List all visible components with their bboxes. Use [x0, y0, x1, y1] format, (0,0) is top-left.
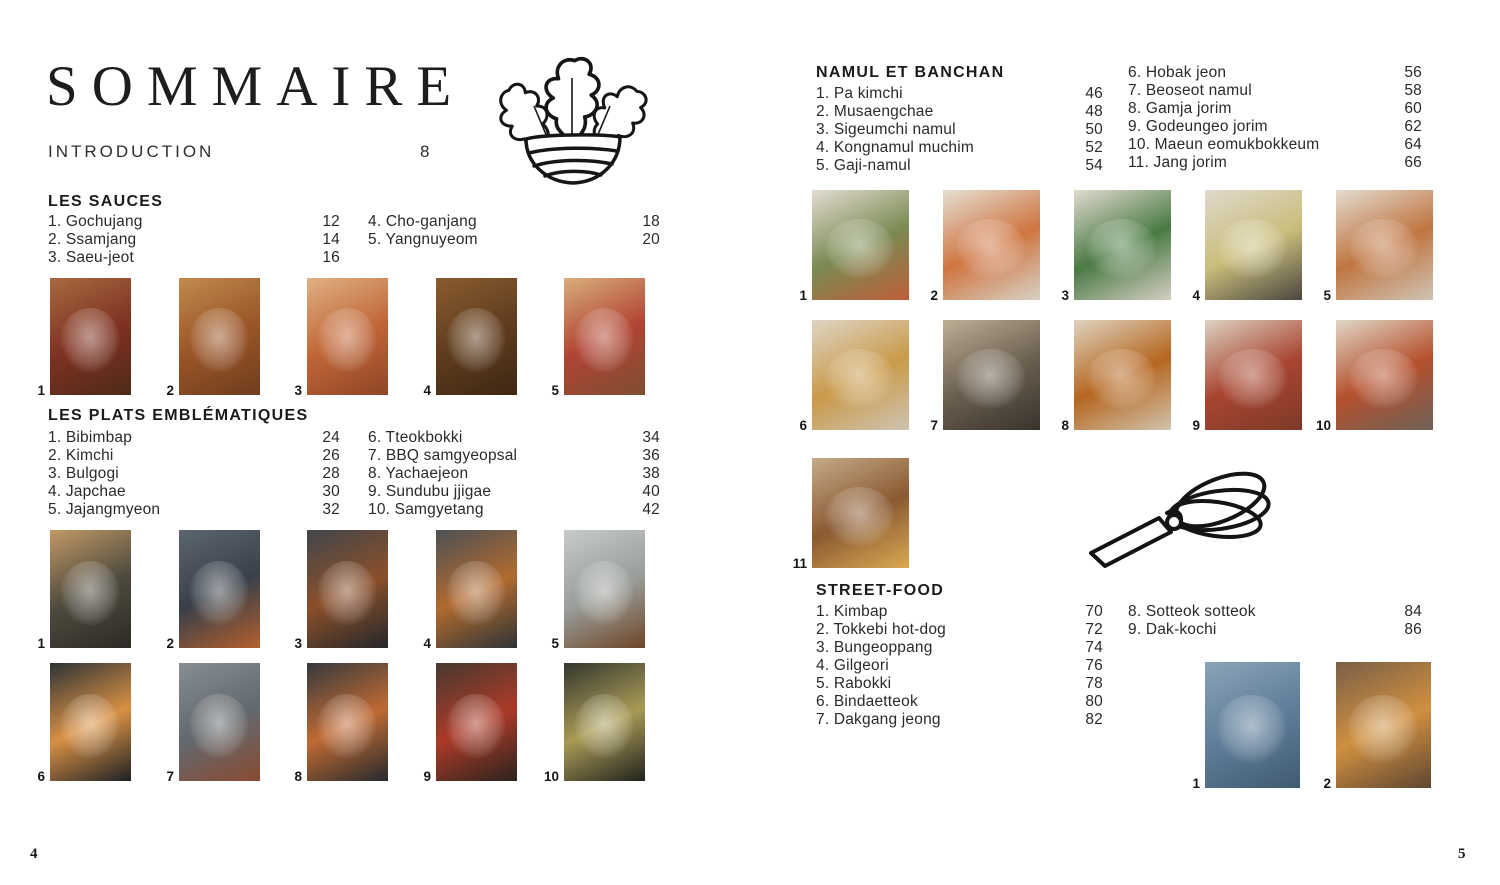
- right-page-number: 5: [1458, 846, 1466, 862]
- photo-jajangmyeon-image: [564, 530, 645, 648]
- page-title: SOMMAIRE: [46, 55, 466, 118]
- photo-number: 8: [1061, 418, 1069, 433]
- toc-item-page: 34: [642, 429, 660, 446]
- photo-tteokbokki: [37, 663, 131, 784]
- namul-column-2: [1128, 64, 1422, 172]
- photo-number: 7: [930, 418, 938, 433]
- toc-item-label: 2. Tokkebi hot-dog: [816, 621, 946, 638]
- toc-item-page: 26: [322, 447, 340, 464]
- toc-item-page: 70: [1085, 603, 1103, 620]
- toc-item-page: 40: [642, 483, 660, 500]
- toc-item-label: 5. Gaji-namul: [816, 157, 911, 174]
- toc-item-page: 66: [1404, 154, 1422, 171]
- toc-item-label: 2. Ssamjang: [48, 231, 137, 248]
- photo-tteokbokki-image: [50, 663, 131, 781]
- photo-sigeumchi-namul-image: [1074, 190, 1171, 300]
- photo-japchae: [423, 530, 517, 651]
- toc-item-label: 10. Maeun eomukbokkeum: [1128, 136, 1320, 153]
- toc-item: [1128, 603, 1422, 621]
- toc-item-page: 20: [642, 231, 660, 248]
- toc-item: [1128, 100, 1422, 118]
- toc-item: [48, 447, 340, 465]
- toc-item-label: 8. Yachaejeon: [368, 465, 469, 482]
- toc-item-page: 48: [1085, 103, 1103, 120]
- photo-pa-kimchi-image: [812, 190, 909, 300]
- toc-item-label: 6. Bindaetteok: [816, 693, 918, 710]
- sauces-column-1: [48, 213, 340, 267]
- toc-item-page: 54: [1085, 157, 1103, 174]
- photo-musaengchae-image: [943, 190, 1040, 300]
- toc-item-label: 5. Rabokki: [816, 675, 892, 692]
- photo-beoseot-namul-image: [943, 320, 1040, 430]
- toc-item: [1128, 82, 1422, 100]
- toc-item-page: 52: [1085, 139, 1103, 156]
- photo-sundubu-jjigae-image: [436, 663, 517, 781]
- photo-number: 1: [1192, 776, 1200, 791]
- photo-number: 10: [543, 769, 559, 784]
- photo-number: 8: [294, 769, 302, 784]
- namul-column-1: [816, 85, 1103, 175]
- left-page-number: 4: [30, 846, 38, 862]
- toc-item-page: 46: [1085, 85, 1103, 102]
- photo-jang-jorim: [792, 458, 909, 571]
- photo-musaengchae: [930, 190, 1040, 303]
- toc-item-page: 58: [1404, 82, 1422, 99]
- photo-sigeumchi-namul: [1061, 190, 1171, 303]
- toc-item-page: 78: [1085, 675, 1103, 692]
- toc-item: [48, 465, 340, 483]
- toc-item: [816, 139, 1103, 157]
- photo-number: 5: [551, 383, 559, 398]
- photo-gamja-jorim: [1061, 320, 1171, 433]
- toc-item: [368, 483, 660, 501]
- photo-number: 6: [37, 769, 45, 784]
- toc-item-label: 4. Gilgeori: [816, 657, 889, 674]
- photo-number: 2: [166, 383, 174, 398]
- toc-item: [48, 501, 340, 519]
- plats-column-1: [48, 429, 340, 519]
- toc-item-page: 60: [1404, 100, 1422, 117]
- section-heading-namul: NAMUL ET BANCHAN: [816, 64, 1005, 81]
- toc-item-page: 50: [1085, 121, 1103, 138]
- photo-saeu-jeot-image: [307, 278, 388, 395]
- toc-item-page: 36: [642, 447, 660, 464]
- toc-item-label: 1. Pa kimchi: [816, 85, 903, 102]
- toc-item-page: 32: [322, 501, 340, 518]
- photo-samgyetang: [543, 663, 645, 784]
- photo-number: 4: [423, 636, 431, 651]
- street-food-column-2: [1128, 603, 1422, 639]
- toc-item-page: 16: [322, 249, 340, 266]
- toc-item: [816, 85, 1103, 103]
- photo-maeun-eomukbokkeum: [1315, 320, 1433, 433]
- toc-item-page: 12: [322, 213, 340, 230]
- photo-tokkebi-hot-dog-image: [1336, 662, 1431, 788]
- photo-number: 2: [1323, 776, 1331, 791]
- toc-item-page: 38: [642, 465, 660, 482]
- toc-item: [48, 483, 340, 501]
- photo-number: 3: [294, 636, 302, 651]
- toc-item-label: 3. Bulgogi: [48, 465, 119, 482]
- photo-yangnuyeom-image: [564, 278, 645, 395]
- photo-kimchi-image: [179, 530, 260, 648]
- toc-item-page: 76: [1085, 657, 1103, 674]
- toc-item: [368, 501, 660, 519]
- toc-item-label: 4. Cho-ganjang: [368, 213, 477, 230]
- page-right: [750, 0, 1500, 885]
- photo-sundubu-jjigae: [423, 663, 517, 784]
- toc-item: [1128, 136, 1422, 154]
- toc-item-page: 42: [642, 501, 660, 518]
- toc-item-label: 3. Saeu-jeot: [48, 249, 134, 266]
- toc-item-label: 9. Dak-kochi: [1128, 621, 1217, 638]
- toc-item-page: 30: [322, 483, 340, 500]
- introduction-page-number: 8: [420, 142, 430, 161]
- toc-item: [816, 675, 1103, 693]
- photo-number: 9: [423, 769, 431, 784]
- toc-item-page: 64: [1404, 136, 1422, 153]
- photo-pa-kimchi: [799, 190, 909, 303]
- photo-bbq-samgyeopsal: [166, 663, 260, 784]
- toc-item-label: 1. Kimbap: [816, 603, 888, 620]
- section-heading-sauces: LES SAUCES: [48, 193, 164, 210]
- toc-item: [1128, 64, 1422, 82]
- photo-kongnamul-muchim: [1192, 190, 1302, 303]
- photo-number: 5: [1323, 288, 1331, 303]
- toc-item-label: 10. Samgyetang: [368, 501, 484, 518]
- photo-yachaejeon-image: [307, 663, 388, 781]
- toc-item-label: 2. Kimchi: [48, 447, 114, 464]
- toc-item-label: 4. Japchae: [48, 483, 126, 500]
- toc-item: [816, 693, 1103, 711]
- photo-gochujang: [37, 278, 131, 398]
- photo-hobak-jeon: [799, 320, 909, 433]
- photo-bulgogi: [294, 530, 388, 651]
- photo-number: 11: [792, 556, 807, 571]
- whisk-illustration: [1085, 450, 1275, 570]
- toc-item-label: 3. Bungeoppang: [816, 639, 933, 656]
- photo-kimchi: [166, 530, 260, 651]
- toc-item-label: 3. Sigeumchi namul: [816, 121, 956, 138]
- photo-bbq-samgyeopsal-image: [179, 663, 260, 781]
- plats-column-2: [368, 429, 660, 519]
- photo-godeungeo-jorim-image: [1205, 320, 1302, 430]
- photo-number: 2: [166, 636, 174, 651]
- toc-item-label: 4. Kongnamul muchim: [816, 139, 975, 156]
- photo-hobak-jeon-plate: [1323, 190, 1433, 303]
- photo-beoseot-namul: [930, 320, 1040, 433]
- photo-ssamjang-image: [179, 278, 260, 395]
- photo-number: 3: [1061, 288, 1069, 303]
- photo-bibimbap: [37, 530, 131, 651]
- photo-tokkebi-hot-dog: [1323, 662, 1431, 791]
- toc-item-label: 9. Godeungeo jorim: [1128, 118, 1268, 135]
- photo-kimbap-image: [1205, 662, 1300, 788]
- toc-item-label: 11. Jang jorim: [1128, 154, 1228, 171]
- toc-item: [368, 213, 660, 231]
- photo-number: 1: [37, 636, 45, 651]
- photo-hobak-jeon-image: [812, 320, 909, 430]
- toc-item-label: 5. Yangnuyeom: [368, 231, 478, 248]
- photo-bibimbap-image: [50, 530, 131, 648]
- toc-item: [368, 465, 660, 483]
- toc-item: [816, 121, 1103, 139]
- toc-item: [1128, 621, 1422, 639]
- toc-item: [368, 447, 660, 465]
- photo-saeu-jeot: [294, 278, 388, 398]
- toc-item-label: 6. Tteokbokki: [368, 429, 463, 446]
- bowl-of-greens-illustration: [498, 56, 648, 194]
- toc-item: [48, 231, 340, 249]
- photo-number: 1: [37, 383, 45, 398]
- toc-item: [816, 711, 1103, 729]
- toc-item-page: 28: [322, 465, 340, 482]
- photo-gamja-jorim-image: [1074, 320, 1171, 430]
- toc-item: [816, 603, 1103, 621]
- photo-cho-ganjang: [423, 278, 517, 398]
- toc-item-label: 8. Gamja jorim: [1128, 100, 1232, 117]
- photo-godeungeo-jorim: [1192, 320, 1302, 433]
- photo-number: 4: [1192, 288, 1200, 303]
- toc-item-label: 1. Gochujang: [48, 213, 143, 230]
- toc-item: [816, 621, 1103, 639]
- photo-jajangmyeon: [551, 530, 645, 651]
- toc-item-label: 2. Musaengchae: [816, 103, 934, 120]
- photo-number: 1: [799, 288, 807, 303]
- toc-item: [816, 103, 1103, 121]
- photo-kimbap: [1192, 662, 1300, 791]
- photo-number: 10: [1315, 418, 1331, 433]
- toc-item-label: 7. Dakgang jeong: [816, 711, 941, 728]
- photo-samgyetang-image: [564, 663, 645, 781]
- photo-maeun-eomukbokkeum-image: [1336, 320, 1433, 430]
- section-heading-plats: LES PLATS EMBLÉMATIQUES: [48, 407, 309, 424]
- photo-number: 2: [930, 288, 938, 303]
- toc-item-page: 84: [1404, 603, 1422, 620]
- photo-yangnuyeom: [551, 278, 645, 398]
- toc-item-page: 56: [1404, 64, 1422, 81]
- toc-item: [368, 429, 660, 447]
- toc-item-page: 62: [1404, 118, 1422, 135]
- photo-number: 9: [1192, 418, 1200, 433]
- toc-item-page: 82: [1085, 711, 1103, 728]
- toc-item: [48, 213, 340, 231]
- toc-item-label: 6. Hobak jeon: [1128, 64, 1227, 81]
- toc-item-page: 14: [322, 231, 340, 248]
- introduction-label: INTRODUCTION: [48, 142, 215, 161]
- toc-item-page: 74: [1085, 639, 1103, 656]
- toc-item-page: 86: [1404, 621, 1422, 638]
- photo-number: 4: [423, 383, 431, 398]
- toc-item-page: 24: [322, 429, 340, 446]
- section-heading-street-food: STREET-FOOD: [816, 582, 945, 599]
- toc-item-page: 72: [1085, 621, 1103, 638]
- sauces-column-2: [368, 213, 660, 249]
- photo-gochujang-image: [50, 278, 131, 395]
- toc-item: [816, 157, 1103, 175]
- photo-gaji-namul-image: [1336, 190, 1433, 300]
- photo-cho-ganjang-image: [436, 278, 517, 395]
- toc-item: [816, 657, 1103, 675]
- photo-yachaejeon: [294, 663, 388, 784]
- toc-item-label: 8. Sotteok sotteok: [1128, 603, 1256, 620]
- toc-item: [368, 231, 660, 249]
- photo-number: 5: [551, 636, 559, 651]
- photo-number: 3: [294, 383, 302, 398]
- toc-item-label: 5. Jajangmyeon: [48, 501, 161, 518]
- photo-bulgogi-image: [307, 530, 388, 648]
- toc-item-label: 9. Sundubu jjigae: [368, 483, 492, 500]
- photo-number: 7: [166, 769, 174, 784]
- toc-item-page: 18: [642, 213, 660, 230]
- street-food-column-1: [816, 603, 1103, 729]
- toc-item-label: 7. BBQ samgyeopsal: [368, 447, 518, 464]
- toc-item: [1128, 118, 1422, 136]
- toc-item: [816, 639, 1103, 657]
- toc-item: [48, 429, 340, 447]
- toc-item-page: 80: [1085, 693, 1103, 710]
- photo-kongnamul-muchim-image: [1205, 190, 1302, 300]
- toc-item: [1128, 154, 1422, 172]
- toc-item-label: 1. Bibimbap: [48, 429, 133, 446]
- photo-number: 6: [799, 418, 807, 433]
- photo-ssamjang: [166, 278, 260, 398]
- photo-japchae-image: [436, 530, 517, 648]
- toc-item: [48, 249, 340, 267]
- toc-item-label: 7. Beoseot namul: [1128, 82, 1252, 99]
- photo-jang-jorim-image: [812, 458, 909, 568]
